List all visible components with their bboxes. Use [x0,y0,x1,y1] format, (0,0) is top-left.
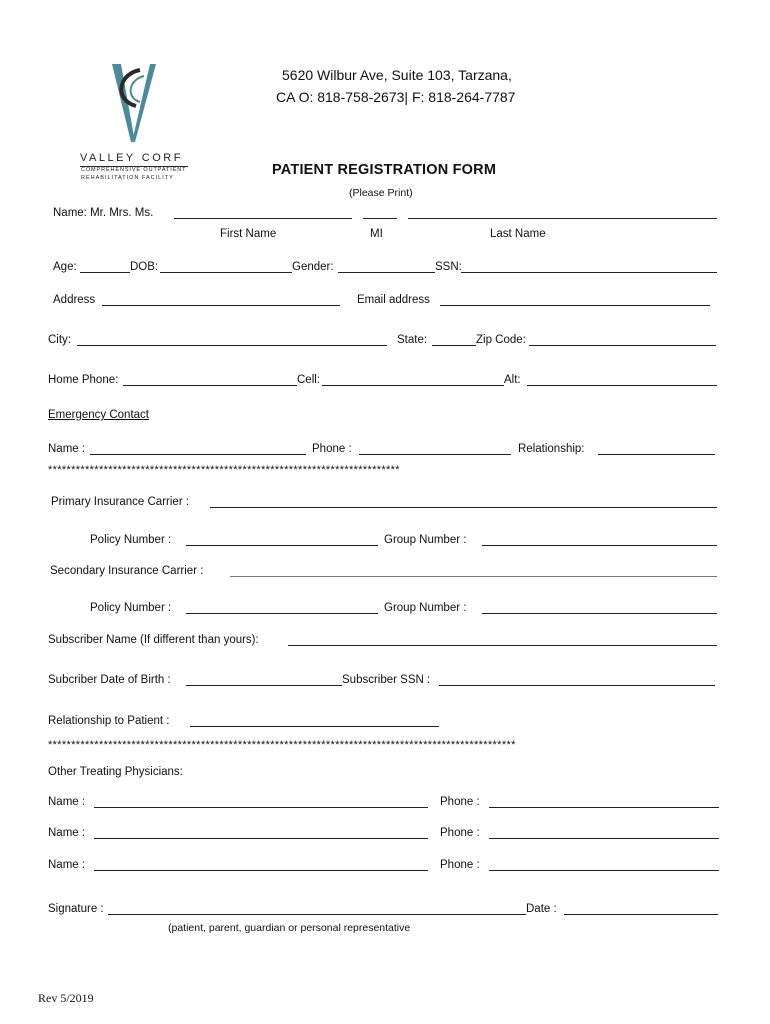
dob-field[interactable] [160,272,292,273]
physician-name-field-3[interactable] [94,870,428,871]
ec-phone-field[interactable] [359,454,511,455]
physician-name-label-1: Name : [48,796,86,808]
first-name-field[interactable] [174,218,352,219]
physician-phone-label-1: Phone : [440,796,480,808]
policy-number-label: Policy Number : [90,534,172,546]
valley-corf-logo-mark [78,60,193,160]
secondary-carrier-label: Secondary Insurance Carrier : [50,565,204,577]
email-field[interactable] [440,305,710,306]
policy-number-field[interactable] [186,545,378,546]
group-number-label: Group Number : [384,534,467,546]
ec-relationship-label: Relationship: [518,443,585,455]
policy-number-label-2: Policy Number : [90,602,172,614]
relationship-label: Relationship to Patient : [48,715,170,727]
home-phone-label: Home Phone: [48,374,119,386]
clinic-address-line-2: CA O: 818-758-2673| F: 818-264-7787 [276,89,516,105]
state-label: State: [397,334,428,346]
physician-name-field-2[interactable] [94,838,428,839]
form-subtitle: (Please Print) [349,187,413,199]
email-label: Email address [357,294,430,306]
gender-label: Gender: [292,261,334,273]
ssn-field[interactable] [461,272,717,273]
subscriber-name-field[interactable] [288,645,717,646]
separator-short: **************************************************************************** [48,464,400,476]
primary-carrier-label: Primary Insurance Carrier : [51,496,190,508]
group-number-field-2[interactable] [482,613,717,614]
subscriber-ssn-field[interactable] [439,685,715,686]
physician-name-field-1[interactable] [94,807,428,808]
physician-name-label-3: Name : [48,859,86,871]
alt-field[interactable] [527,385,717,386]
physician-phone-label-3: Phone : [440,859,480,871]
gender-field[interactable] [338,272,435,273]
emergency-contact-heading: Emergency Contact [48,409,149,421]
cell-label: Cell: [297,374,321,386]
ssn-label: SSN: [435,261,462,273]
ec-name-label: Name : [48,443,86,455]
date-label: Date : [526,903,557,915]
ec-name-field[interactable] [90,454,306,455]
physician-phone-label-2: Phone : [440,827,480,839]
form-title: PATIENT REGISTRATION FORM [272,162,497,178]
ec-phone-label: Phone : [312,443,352,455]
mi-caption: MI [370,228,383,240]
ec-relationship-field[interactable] [598,454,715,455]
address-label: Address [53,294,96,306]
name-label: Name: Mr. Mrs. Ms. [53,207,154,219]
physician-phone-field-2[interactable] [489,838,719,839]
subscriber-dob-label: Subcriber Date of Birth : [48,674,171,686]
signature-label: Signature : [48,903,104,915]
city-field[interactable] [77,345,387,346]
subscriber-ssn-label: Subscriber SSN : [342,674,431,686]
primary-carrier-field[interactable] [210,507,717,508]
group-number-label-2: Group Number : [384,602,467,614]
address-field[interactable] [102,305,340,306]
cell-field[interactable] [322,385,504,386]
date-field[interactable] [564,914,718,915]
physician-phone-field-3[interactable] [489,870,719,871]
policy-number-field-2[interactable] [186,613,378,614]
logo-tagline-1: COMPREHENSIVE OUTPATIENT [81,167,187,173]
state-field[interactable] [432,345,476,346]
mi-field[interactable] [363,218,397,219]
revision-label: Rev 5/2019 [38,991,94,1005]
physician-name-label-2: Name : [48,827,86,839]
alt-label: Alt: [504,374,521,386]
logo [78,60,193,185]
logo-brand-right: CORF [141,152,183,164]
physician-phone-field-1[interactable] [489,807,719,808]
separator-long: ***************************************************************************************************** [48,739,516,751]
logo-tagline-2: REHABILITATION FACILITY [81,175,174,181]
dob-label: DOB: [130,261,159,273]
age-label: Age: [53,261,77,273]
last-name-field[interactable] [408,218,717,219]
other-physicians-heading: Other Treating Physicians: [48,766,183,778]
relationship-field[interactable] [190,726,439,727]
subscriber-dob-field[interactable] [186,685,342,686]
home-phone-field[interactable] [123,385,297,386]
group-number-field[interactable] [482,545,717,546]
logo-brand-left: VALLEY [80,152,136,164]
signature-caption: (patient, parent, guardian or personal representative [168,922,411,934]
city-label: City: [48,334,71,346]
secondary-carrier-field[interactable] [230,576,717,577]
subscriber-name-label: Subscriber Name (If different than yours): [48,634,259,646]
last-name-caption: Last Name [490,228,546,240]
age-field[interactable] [80,272,130,273]
signature-field[interactable] [108,914,526,915]
zip-label: Zip Code: [476,334,526,346]
zip-field[interactable] [529,345,716,346]
first-name-caption: First Name [220,228,277,240]
clinic-address-line-1: 5620 Wilbur Ave, Suite 103, Tarzana, [282,67,512,83]
